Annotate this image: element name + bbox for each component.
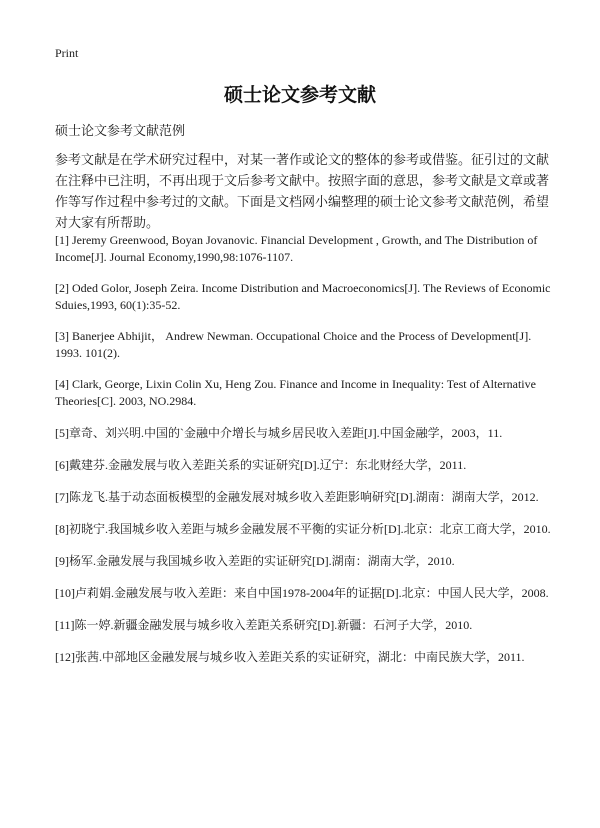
reference-item: [7]陈龙飞.基于动态面板模型的金融发展对城乡收入差距影响研究[D].湖南：湖南大学，2012. <box>55 490 539 504</box>
intro-paragraph: 参考文献是在学术研究过程中，对某一著作或论文的整体的参考或借鉴。征引过的文献在注释中已注明，不再出现于文后参考文献中。按照字面的意思，参考文献是文章或著作等写作过程中参考过的文献。下面是文档网小编整理的硕士论文参考文献范例，希望对大家有所帮助。 <box>55 153 550 231</box>
reference-list <box>55 232 553 680</box>
reference-item: [4] Clark, George, Lixin Colin Xu, Heng Zou. Finance and Income in Inequality: Test of Alternative Theories[C]. 2003, NO.2984. <box>55 377 536 408</box>
reference-item: [5]章奇、刘兴明.中国的`金融中介增长与城乡居民收入差距[J].中国金融学，2003，11. <box>55 426 503 440</box>
reference-item: [3] Banerjee Abhijit， Andrew Newman. Occupational Choice and the Process of Development[J]. 1993. 101(2). <box>55 329 532 360</box>
reference-item: [11]陈一婷.新疆金融发展与城乡收入差距关系研究[D].新疆：石河子大学，2010. <box>55 618 473 632</box>
reference-item: [12]张茜.中部地区金融发展与城乡收入差距关系的实证研究，湖北：中南民族大学，2011. <box>55 650 525 664</box>
reference-item: [6]戴建芬.金融发展与收入差距关系的实证研究[D].辽宁：东北财经大学，2011. <box>55 458 467 472</box>
reference-item: [9]杨军.金融发展与我国城乡收入差距的实证研究[D].湖南：湖南大学，2010. <box>55 554 455 568</box>
reference-item: [1] Jeremy Greenwood, Boyan Jovanovic. Financial Development , Growth, and The Distribution of Income[J]. Journal Economy,1990,98:1076-1107. <box>55 233 538 264</box>
document-subtitle: 硕士论文参考文献范例 <box>55 124 186 139</box>
page-title: 硕士论文参考文献 <box>223 84 376 106</box>
reference-item: [10]卢莉娟.金融发展与收入差距：来自中国1978-2004年的证据[D].北京：中国人民大学，2008. <box>55 586 549 600</box>
reference-item: [8]初晓宁.我国城乡收入差距与城乡金融发展不平衡的实证分析[D].北京：北京工商大学，2010. <box>55 522 551 536</box>
reference-item: [2] Oded Golor, Joseph Zeira. Income Distribution and Macroeconomics[J]. The Reviews of Economic Sduies,1993, 60(1):35-52. <box>55 281 551 312</box>
print-link[interactable]: Print <box>55 46 79 60</box>
